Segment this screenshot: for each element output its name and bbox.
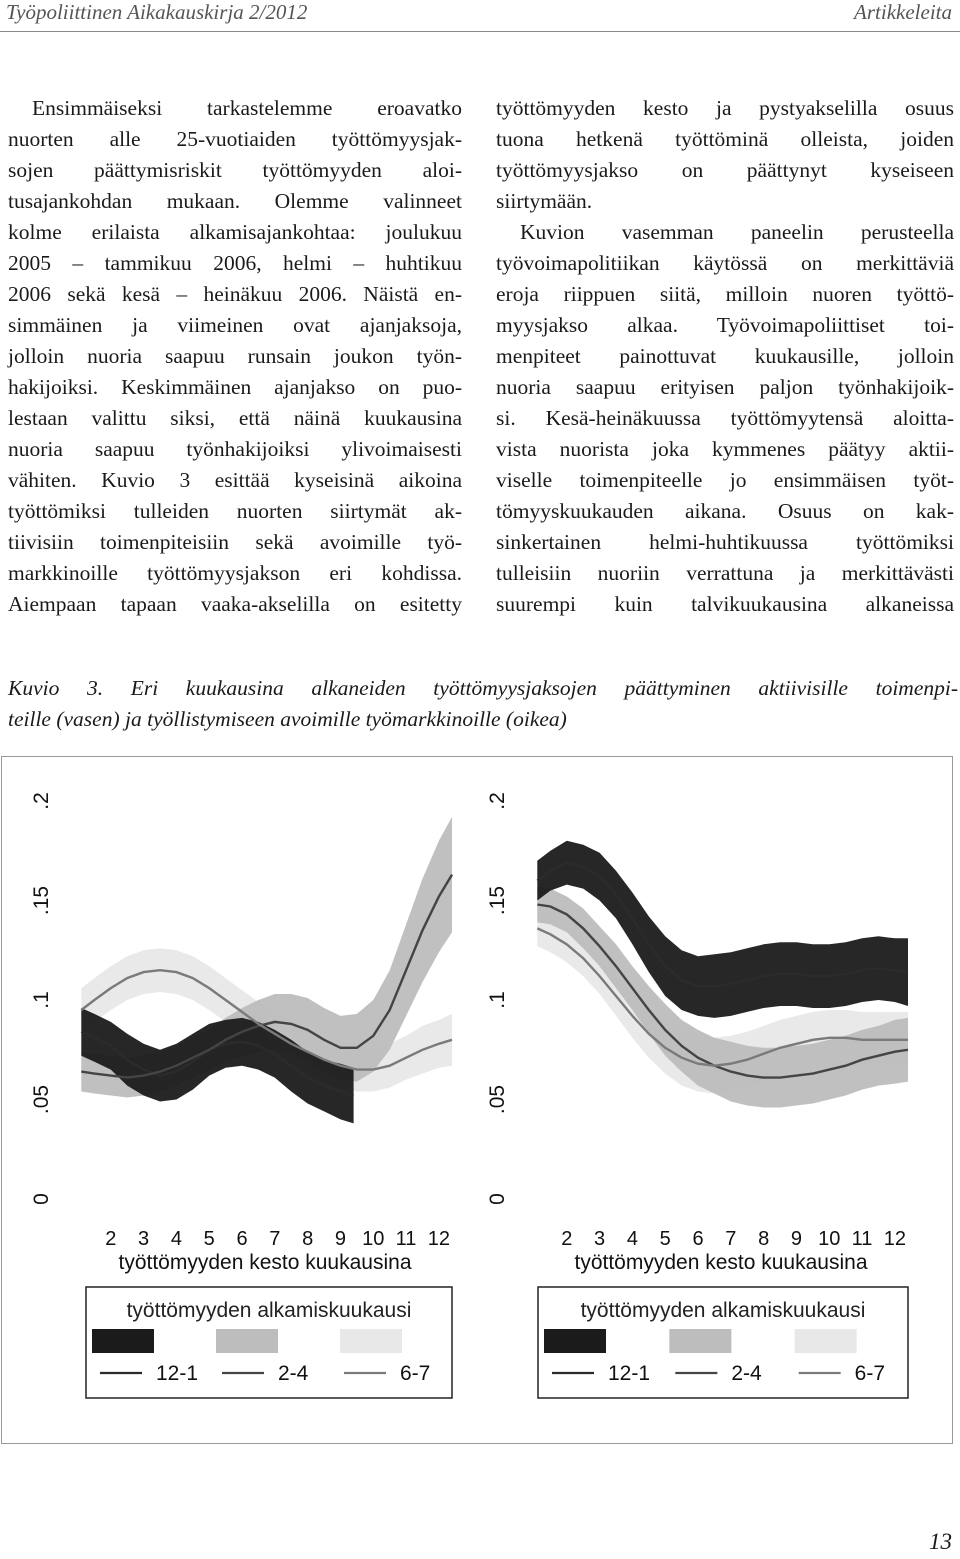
text-line: kolme erilaista alkamisajankohtaa: joulukuu bbox=[8, 220, 462, 244]
x-tick-label: 2 bbox=[561, 1228, 573, 1250]
text-line: vähiten. Kuvio 3 esittää kyseisinä aikoina bbox=[8, 468, 462, 492]
text-line: työttömiksi tulleiden nuorten siirtymät ak- bbox=[8, 499, 462, 523]
legend-label: 12-1 bbox=[608, 1362, 651, 1385]
x-tick-label: 10 bbox=[362, 1228, 385, 1250]
y-tick-label: .2 bbox=[486, 792, 509, 810]
legend-label: 2-4 bbox=[731, 1362, 762, 1385]
x-tick-label: 10 bbox=[818, 1228, 841, 1250]
text-line: myysjakso alkaa. Työvoimapoliittiset toi- bbox=[496, 313, 954, 337]
y-tick-label: .15 bbox=[30, 885, 53, 916]
text-line: työttömyyden kesto ja pystyakselilla osuus bbox=[496, 96, 954, 120]
x-tick-label: 7 bbox=[269, 1228, 281, 1250]
figure-caption bbox=[8, 673, 958, 735]
chart-panel-left bbox=[30, 792, 452, 1398]
text-line: si. Kesä-heinäkuussa työttömyytensä aloitta- bbox=[496, 406, 954, 430]
x-tick-label: 12 bbox=[883, 1228, 907, 1250]
y-tick-label: .1 bbox=[30, 991, 53, 1009]
text-line: simmäinen ja viimeinen ovat ajanjaksoja, bbox=[8, 313, 462, 337]
legend-swatch-2-4 bbox=[216, 1329, 278, 1353]
x-tick-label: 11 bbox=[395, 1228, 417, 1250]
text-line: menpiteet painottuvat kuukausille, jolloin bbox=[496, 344, 954, 368]
text-line: tömyyskuukauden aikana. Osuus on kak- bbox=[496, 499, 954, 523]
text-line: sojen päättymisriskit työttömyyden aloi- bbox=[8, 158, 462, 182]
text-line: työvoimapolitiikan käytössä on merkittäviä bbox=[496, 251, 954, 275]
x-tick-label: 2 bbox=[105, 1228, 117, 1250]
text-line: 2006 sekä kesä – heinäkuu 2006. Näistä en- bbox=[8, 282, 462, 306]
running-header bbox=[0, 0, 960, 24]
text-line: nuoria saapuu työnhakijoiksi ylivoimaisesti bbox=[8, 437, 462, 461]
x-tick-label: 6 bbox=[236, 1228, 248, 1250]
text-line: lestaan valittu siksi, että näinä kuukausina bbox=[8, 406, 462, 430]
text-column-left bbox=[8, 93, 462, 620]
text-line: eroja riippuen siitä, milloin nuoren työttö- bbox=[496, 282, 954, 306]
x-tick-label: 7 bbox=[725, 1228, 737, 1250]
x-tick-label: 5 bbox=[659, 1228, 671, 1250]
x-tick-label: 4 bbox=[626, 1228, 638, 1250]
x-tick-label: 5 bbox=[203, 1228, 215, 1250]
x-tick-label: 12 bbox=[427, 1228, 451, 1250]
legend-swatch-2-4 bbox=[669, 1329, 731, 1353]
text-line: Aiempaan tapaan vaaka-akselilla on esitetty bbox=[8, 592, 462, 616]
chart-panel-right bbox=[486, 792, 908, 1398]
text-line: nuoria saapuu erityisen paljon työnhakijoik- bbox=[496, 375, 954, 399]
caption-line: teille (vasen) ja työllistymiseen avoimille työmarkkinoille (oikea) bbox=[8, 707, 567, 731]
text-line: sinkertainen helmi-huhtikuussa työttömiksi bbox=[496, 530, 954, 554]
y-tick-label: .05 bbox=[486, 1084, 509, 1115]
x-tick-label: 9 bbox=[790, 1228, 803, 1250]
text-line: markkinoille työttömyysjakson eri kohdissa. bbox=[8, 561, 462, 585]
text-line: vista nuorista joka kymmenes päätyy aktii- bbox=[496, 437, 954, 461]
legend-label: 12-1 bbox=[156, 1362, 199, 1385]
figure-3-chart bbox=[2, 757, 952, 1443]
text-line: Ensimmäiseksi tarkastelemme eroavatko bbox=[32, 96, 462, 120]
legend-title: työttömyyden alkamiskuukausi bbox=[126, 1299, 412, 1322]
legend-swatch-12-1 bbox=[544, 1329, 606, 1353]
x-tick-label: 3 bbox=[594, 1228, 606, 1250]
y-tick-label: 0 bbox=[30, 1193, 53, 1205]
text-line: hakijoiksi. Keskimmäinen ajanjakso on puo- bbox=[8, 375, 462, 399]
x-tick-label: 8 bbox=[758, 1228, 770, 1250]
legend-swatch-6-7 bbox=[340, 1329, 402, 1353]
y-tick-label: .1 bbox=[486, 991, 509, 1009]
y-tick-label: .15 bbox=[486, 885, 509, 916]
text-line: siirtymään. bbox=[496, 189, 593, 213]
x-tick-label: 8 bbox=[302, 1228, 314, 1250]
text-line: tulleisiin nuoriin verrattuna ja merkittävästi bbox=[496, 561, 954, 585]
y-tick-label: .05 bbox=[30, 1084, 53, 1115]
section-title: Artikkeleita bbox=[854, 0, 952, 24]
y-tick-label: 0 bbox=[486, 1193, 509, 1205]
legend-label: 2-4 bbox=[278, 1362, 309, 1385]
text-line: nuorten alle 25-vuotiaiden työttömyysjak- bbox=[8, 127, 462, 151]
x-tick-label: 4 bbox=[170, 1228, 182, 1250]
caption-line: Kuvio 3. Eri kuukausina alkaneiden työttömyysjaksojen päättyminen aktiivisille toimenpi- bbox=[8, 676, 958, 700]
page-number: 13 bbox=[929, 1529, 952, 1554]
text-column-right bbox=[496, 93, 954, 620]
text-line: suurempi kuin talvikuukausina alkaneissa bbox=[496, 592, 954, 616]
legend-swatch-6-7 bbox=[795, 1329, 857, 1353]
x-tick-label: 6 bbox=[692, 1228, 704, 1250]
x-axis-label: työttömyyden kesto kuukausina bbox=[574, 1251, 868, 1274]
text-line: jolloin nuoria saapuu runsain joukon työn- bbox=[8, 344, 462, 368]
text-line: tiivisiin toimenpiteisiin sekä avoimille työ- bbox=[8, 530, 462, 554]
legend-label: 6-7 bbox=[400, 1362, 431, 1385]
legend-swatch-12-1 bbox=[92, 1329, 154, 1353]
text-line: 2005 – tammikuu 2006, helmi – huhtikuu bbox=[8, 251, 462, 275]
text-line: tuona hetkenä työttöminä olleista, joiden bbox=[496, 127, 954, 151]
text-line: tusajankohdan mukaan. Olemme valinneet bbox=[8, 189, 462, 213]
x-tick-label: 3 bbox=[138, 1228, 150, 1250]
x-tick-label: 11 bbox=[851, 1228, 873, 1250]
text-line: Kuvion vasemman paneelin perusteella bbox=[520, 220, 954, 244]
x-tick-label: 9 bbox=[334, 1228, 347, 1250]
legend-title: työttömyyden alkamiskuukausi bbox=[580, 1299, 866, 1322]
text-line: työttömyysjakso on päättynyt kyseiseen bbox=[496, 158, 954, 182]
x-axis-label: työttömyyden kesto kuukausina bbox=[118, 1251, 412, 1274]
journal-title: Työpoliittinen Aikakauskirja 2/2012 bbox=[6, 0, 308, 24]
header-rule bbox=[0, 31, 960, 32]
legend-label: 6-7 bbox=[854, 1362, 886, 1385]
y-tick-label: .2 bbox=[30, 792, 53, 810]
text-line: viselle toimenpiteelle jo ensimmäisen työt- bbox=[496, 468, 954, 492]
figure-3 bbox=[1, 756, 953, 1444]
